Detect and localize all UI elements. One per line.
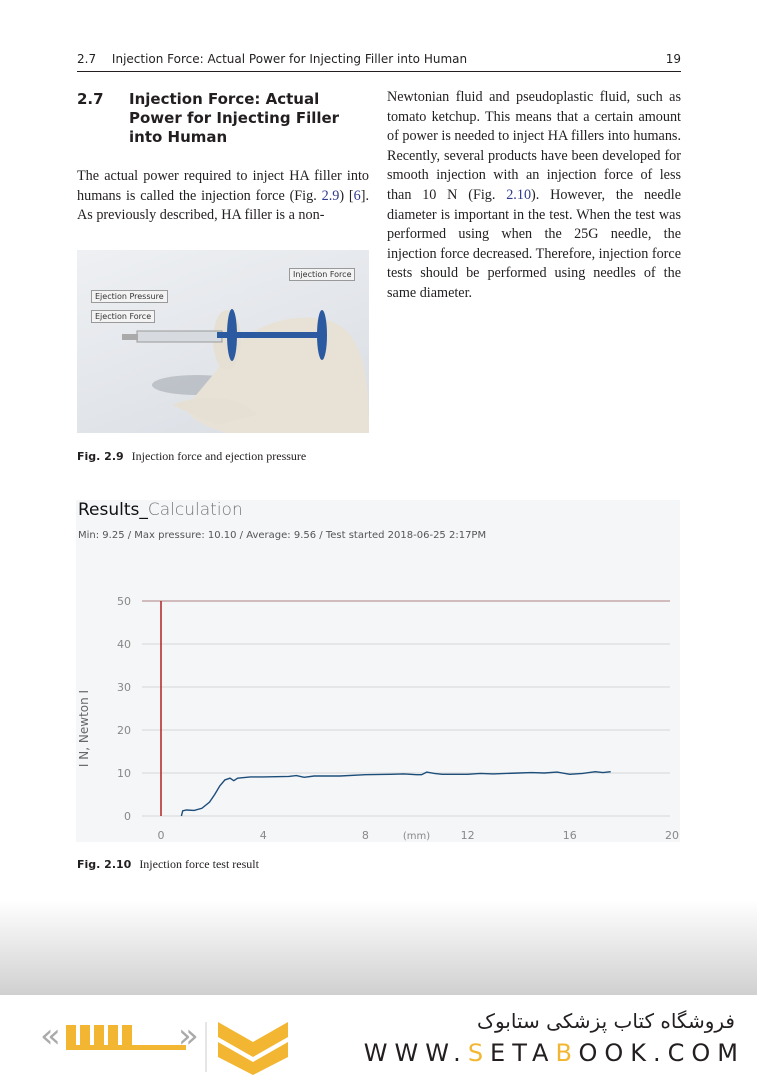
left-paragraph: The actual power required to inject HA filler into humans is called the injection force (Fig. 2.9) [6]. As previously described, HA filler is a non- [77, 168, 369, 224]
caption-text: Injection force and ejection pressure [131, 449, 307, 463]
y-axis-label: I N, Newton I [77, 689, 91, 768]
heading-number: 2.7 [77, 90, 104, 108]
chart [76, 500, 680, 842]
syringe-photo [77, 250, 369, 433]
y-tick-label: 40 [117, 638, 131, 651]
series-line [181, 772, 610, 816]
x-tick-label: 8 [361, 829, 369, 842]
running-header [77, 52, 681, 72]
y-tick-label: 20 [117, 724, 131, 737]
citation-link[interactable]: 6 [353, 187, 361, 204]
caption-number: Fig. 2.10 [77, 858, 132, 871]
y-tick-label: 50 [117, 595, 131, 608]
figure-caption [77, 857, 259, 872]
x-tick-label: 4 [259, 829, 267, 842]
y-tick-label: 10 [117, 767, 131, 780]
chart-stats: Min: 9.25 / Max pressure: 10.10 / Average: 9.56 / Test started 2018-06-25 2:17PM [78, 530, 487, 541]
plot-area [76, 500, 680, 842]
svg-text:»: » [178, 1017, 199, 1056]
x-tick-label: 12 [460, 829, 475, 842]
header-title: Injection Force: Actual Power for Injecting Filler into Human [111, 52, 468, 66]
y-tick-label: 0 [124, 810, 131, 823]
svg-text:«: « [40, 1017, 61, 1056]
footer-shadow [0, 900, 757, 995]
setabook-logo [38, 1017, 298, 1077]
store-name: فروشگاه کتاب پزشکی ستابوک [477, 1009, 735, 1033]
x-tick-label: 16 [562, 829, 577, 842]
footer-banner [0, 995, 757, 1080]
caption-number: Fig. 2.9 [77, 450, 124, 463]
x-axis-label: (mm) [402, 831, 431, 842]
text: ). However, the needle diameter is important in the test. When the test was performed using when the 25G needle, the injection force decreased. Therefore, injection force tests should be performed using needles of the same diameter. [387, 186, 681, 301]
y-tick-label: 30 [117, 681, 131, 694]
page-number: 19 [665, 52, 681, 66]
label-ejection-pressure: Ejection Pressure [91, 290, 168, 303]
title-light: Calculation [147, 500, 243, 520]
header-section: 2.7 [77, 52, 97, 66]
x-tick-label: 0 [157, 829, 165, 842]
right-paragraph [387, 88, 681, 304]
label-injection-force: Injection Force [289, 268, 355, 281]
figure-link[interactable]: 2.10 [506, 186, 532, 203]
figure-caption [77, 449, 306, 464]
section-heading [77, 90, 377, 147]
text: ]. As previously described, HA filler is a non- [77, 187, 369, 224]
x-tick-label: 20 [665, 829, 679, 842]
title-bold: Results_ [78, 500, 148, 520]
caption-text: Injection force test result [139, 857, 259, 871]
label-ejection-force: Ejection Force [91, 310, 155, 323]
figure-link[interactable]: 2.9 [321, 187, 340, 204]
text: Newtonian fluid and pseudoplastic fluid, such as tomato ketchup. This means that a certain amount of power is needed to inject HA fillers into humans. Recently, several products have been developed for smooth injection with an injection force of less than 10 N (Fig. [387, 89, 681, 203]
store-url[interactable]: WWW.SETABOOK.COM [363, 1039, 745, 1067]
text: The actual power required to inject HA filler into humans is called the injection force (Fig. [77, 168, 369, 204]
heading-title: Injection Force: Actual Power for Injecting Filler into Human [129, 90, 340, 146]
